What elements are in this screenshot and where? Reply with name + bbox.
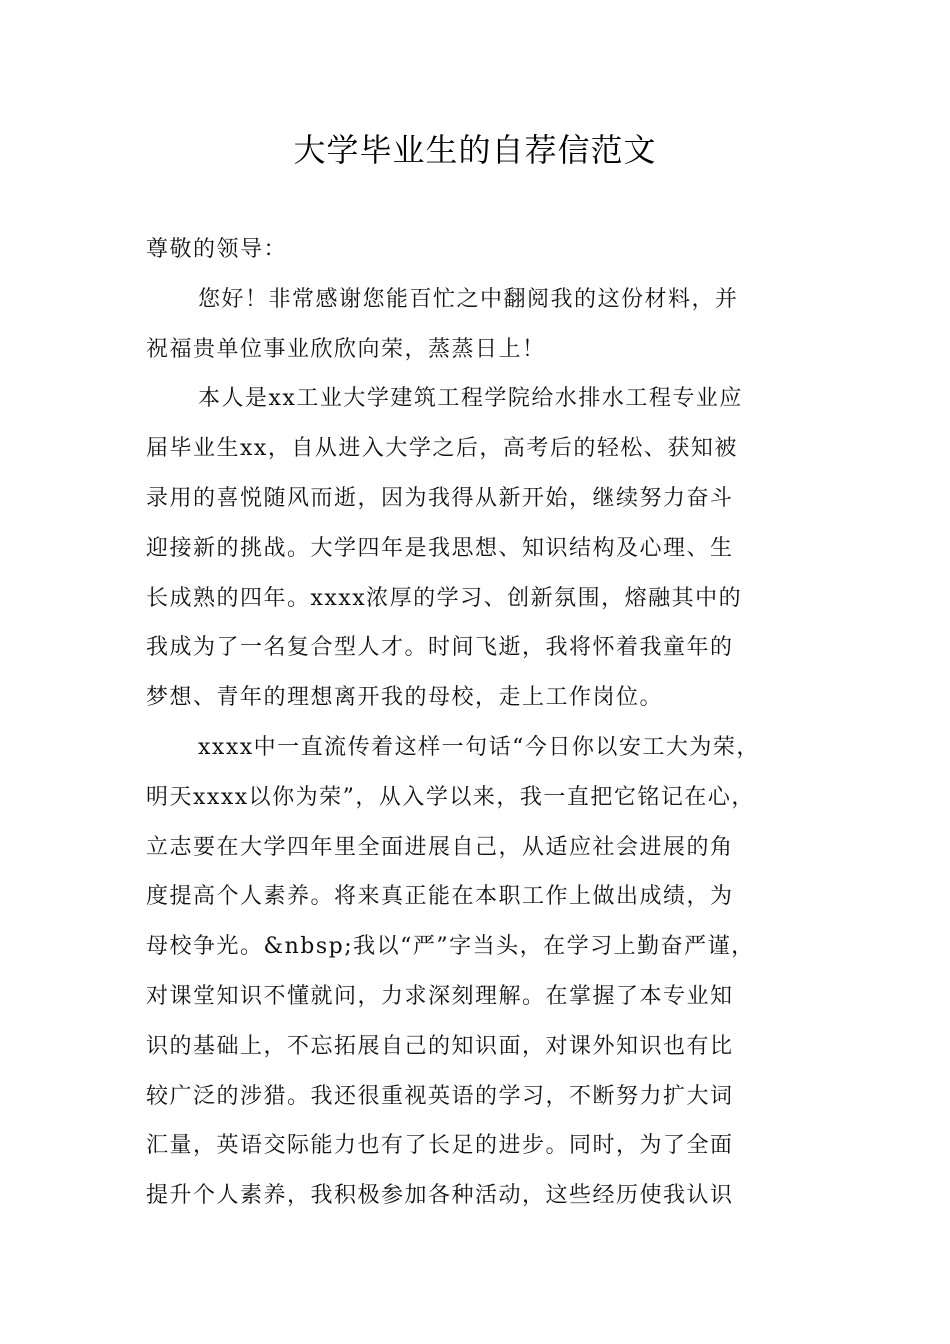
text-line: 对课堂知识不懂就问，力求深刻理解。在掌握了本专业知: [146, 983, 734, 1009]
text-line: 迎接新的挑战。大学四年是我思想、知识结构及心理、生: [146, 535, 734, 561]
text-line: 您好！非常感谢您能百忙之中翻阅我的这份材料，并: [198, 286, 739, 312]
text-line: 汇量，英语交际能力也有了长足的进步。同时，为了全面: [146, 1133, 734, 1159]
document-title: 大学毕业生的自荐信范文: [293, 131, 657, 169]
text-line: 本人是xx工业大学建筑工程学院给水排水工程专业应: [198, 386, 743, 412]
text-line: 立志要在大学四年里全面进展自己，从适应社会进展的角: [146, 834, 734, 860]
text-line: 母校争光。&nbsp;我以“严”字当头，在学习上勤奋严谨，: [146, 934, 755, 960]
document-body: [146, 225, 832, 1221]
text-line: 届毕业生xx，自从进入大学之后，高考后的轻松、获知被: [146, 436, 738, 462]
text-line: 长成熟的四年。xxxx浓厚的学习、创新氛围，熔融其中的: [146, 585, 743, 611]
text-line: 明天xxxx以你为荣”，从入学以来，我一直把它铭记在心，: [146, 784, 755, 810]
text-line: 较广泛的涉猎。我还很重视英语的学习，不断努力扩大词: [146, 1083, 734, 1109]
text-line: 梦想、青年的理想离开我的母校，走上工作岗位。: [146, 685, 664, 711]
text-line: 我成为了一名复合型人才。时间飞逝，我将怀着我童年的: [146, 635, 734, 661]
text-line: 识的基础上，不忘拓展自己的知识面，对课外知识也有比: [146, 1033, 734, 1059]
text-line: 祝福贵单位事业欣欣向荣，蒸蒸日上！: [146, 336, 546, 362]
text-line: 录用的喜悦随风而逝，因为我得从新开始，继续努力奋斗: [146, 485, 734, 511]
text-line: 度提高个人素养。将来真正能在本职工作上做出成绩，为: [146, 884, 734, 910]
text-line: 提升个人素养，我积极参加各种活动，这些经历使我认识: [146, 1183, 734, 1209]
salutation: 尊敬的领导：: [146, 237, 288, 262]
text-line: xxxx中一直流传着这样一句话“今日你以安工大为荣，: [198, 734, 760, 760]
